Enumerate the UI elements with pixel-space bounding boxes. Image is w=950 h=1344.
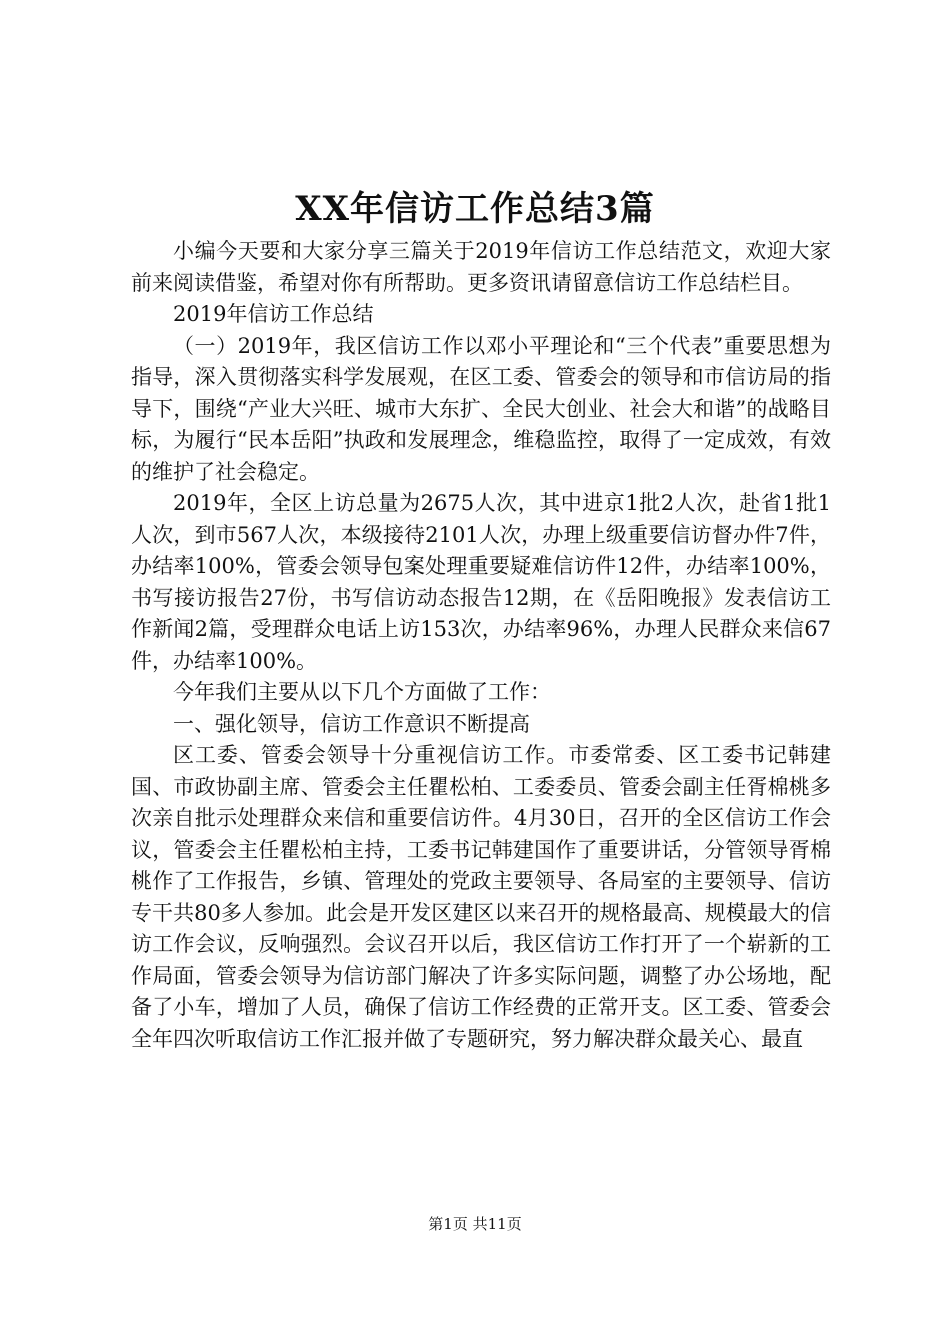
paragraph-statistics: 2019年，全区上访总量为2675人次，其中进京1批2人次，赴省1批1人次，到市567人次，本级接待2101人次，办理上级重要信访督办件7件，办结率100%，管委会领导包案处理重要疑难信访件12件，办结率100%，书写接访报告27份，书写信访动态报告12期，在《岳阳晚报》发表信访工作新闻2篇，受理群众电话上访153次，办结率96%，办理人民群众来信67件，办结率100%。 [131,491,831,673]
paragraph-leadership: 区工委、管委会领导十分重视信访工作。市委常委、区工委书记韩建国、市政协副主席、管委会主任瞿松柏、工委委员、管委会副主任胥棉桃多次亲自批示处理群众来信和重要信访件。4月30日，召开的全区信访工作会议，管委会主任瞿松柏主持，工委书记韩建国作了重要讲话，分管领导胥棉桃作了工作报告，乡镇、管理处的党政主要领导、各局室的主要领导、信访专干共80多人参加。此会是开发区建区以来召开的规格最高、规模最大的信访工作会议，反响强烈。会议召开以后，我区信访工作打开了一个崭新的工作局面，管委会领导为信访部门解决了许多实际问题，调整了办公场地，配备了小车，增加了人员，确保了信访工作经费的正常开支。区工委、管委会全年四次听取信访工作汇报并做了专题研究，努力解决群众最关心、最直 [131,743,831,1051]
paragraph-section-heading: 一、强化领导，信访工作意识不断提高 [173,711,530,736]
paragraph-overview: （一）2019年，我区信访工作以邓小平理论和“三个代表”重要思想为指导，深入贯彻落实科学发展观，在区工委、管委会的领导和市信访局的指导下，围绕“产业大兴旺、城市大东扩、全民大创业、社会大和谐”的战略目标，为履行“民本岳阳”执政和发展理念，维稳监控，取得了一定成效，有效的维护了社会稳定。 [131,333,831,484]
paragraph-work-intro: 今年我们主要从以下几个方面做了工作： [173,680,551,704]
paragraph-subtitle: 2019年信访工作总结 [173,302,374,326]
page-footer: 第1页 共11页 [428,1215,522,1233]
document-title: XX年信访工作总结3篇 [295,189,655,229]
paragraph-intro: 小编今天要和大家分享三篇关于2019年信访工作总结范文，欢迎大家前来阅读借鉴，希望对你有所帮助。更多资讯请留意信访工作总结栏目。 [131,239,831,295]
document-body [131,236,831,1055]
